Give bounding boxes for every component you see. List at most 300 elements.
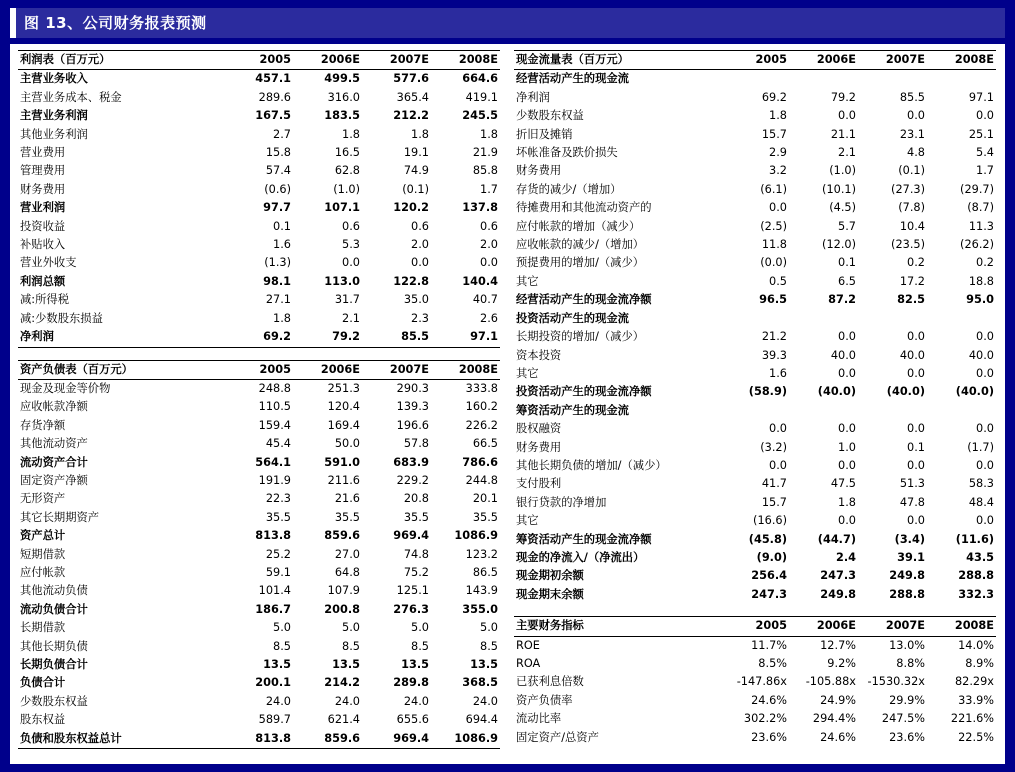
row-value: 11.8 <box>761 238 787 252</box>
row-label: 现金期末余额 <box>516 587 584 601</box>
row-value: (23.5) <box>891 238 925 252</box>
row-value: 113.0 <box>324 274 360 288</box>
row-value: 0.6 <box>411 219 429 233</box>
row-value: 15.7 <box>761 495 787 509</box>
table-row <box>514 549 996 567</box>
row-value: 0.0 <box>838 330 856 344</box>
row-value: 24.9% <box>820 693 856 707</box>
row-value: 82.5 <box>897 293 925 307</box>
row-label: 资产总计 <box>20 529 66 543</box>
table-row <box>514 89 996 107</box>
column-header-year: 2006E <box>789 617 858 636</box>
row-label: ROA <box>516 657 541 670</box>
row-value: (7.8) <box>898 201 925 215</box>
row-value: 39.1 <box>897 550 925 564</box>
table-header-row <box>514 51 996 70</box>
row-value <box>858 310 927 328</box>
row-value: 290.3 <box>396 381 429 395</box>
row-value: 101.4 <box>258 584 291 598</box>
row-value: 1.6 <box>273 238 291 252</box>
table-row <box>18 564 500 582</box>
left-column <box>18 50 500 760</box>
row-value: 289.6 <box>258 90 291 104</box>
column-header-year: 2005 <box>224 360 293 379</box>
row-label: 净利润 <box>516 90 550 104</box>
row-value: 57.4 <box>265 164 291 178</box>
row-value: -1530.32x <box>867 675 925 689</box>
row-label: 减:少数股东损益 <box>20 311 103 325</box>
table-row <box>514 365 996 383</box>
row-label: 应收帐款的减少/（增加） <box>516 238 645 252</box>
row-value: 82.29x <box>954 675 994 689</box>
table-row <box>514 512 996 530</box>
row-value: 167.5 <box>255 109 291 123</box>
row-value: 0.1 <box>907 440 925 454</box>
row-label: 主营业务成本、税金 <box>20 90 122 104</box>
row-value: 74.8 <box>403 547 429 561</box>
column-header-year: 2008E <box>431 360 500 379</box>
table-row <box>514 531 996 549</box>
row-value: 21.2 <box>761 330 787 344</box>
row-label: 筹资活动产生的现金流净额 <box>516 532 652 546</box>
row-label: 其它 <box>516 274 539 288</box>
row-value: (4.5) <box>829 201 856 215</box>
row-value: 5.0 <box>480 621 498 635</box>
row-label: 少数股东权益 <box>516 109 584 123</box>
row-value: 2.4 <box>835 550 856 564</box>
title-number: 13 <box>45 14 68 32</box>
row-value: 3.2 <box>769 164 787 178</box>
row-value: 196.6 <box>396 418 429 432</box>
row-value: 16.5 <box>334 146 360 160</box>
column-header-year: 2005 <box>720 51 789 70</box>
row-value: 2.6 <box>480 311 498 325</box>
row-label: 投资活动产生的现金流净额 <box>516 385 652 399</box>
row-value: 123.2 <box>465 547 498 561</box>
row-value: 24.0 <box>472 694 498 708</box>
row-value: 13.5 <box>332 658 360 671</box>
row-value: 0.0 <box>907 366 925 380</box>
row-label: 其他流动负债 <box>20 584 88 598</box>
row-value: (0.1) <box>898 164 925 178</box>
row-value: 47.5 <box>830 477 856 491</box>
row-value: 813.8 <box>224 730 293 749</box>
row-value: 57.8 <box>403 437 429 451</box>
row-value: 0.0 <box>976 330 994 344</box>
income-statement-table <box>18 50 500 348</box>
row-value: 23.6% <box>751 730 787 744</box>
row-value: 85.5 <box>899 90 925 104</box>
row-label: 银行贷款的净增加 <box>516 495 607 509</box>
row-label: 资产负债率 <box>516 693 573 707</box>
row-value: 75.2 <box>403 565 429 579</box>
row-value: 0.0 <box>907 422 925 436</box>
row-value: 21.9 <box>472 146 498 160</box>
row-label: 流动比率 <box>516 712 562 726</box>
row-value: 5.7 <box>838 219 856 233</box>
row-value: 786.6 <box>462 455 498 469</box>
row-label: 筹资活动产生的现金流 <box>516 403 629 417</box>
row-value: 17.2 <box>899 274 925 288</box>
table-row <box>18 70 500 89</box>
row-value: (6.1) <box>760 182 787 196</box>
row-value: 2.0 <box>480 238 498 252</box>
column-header-year: 2007E <box>858 51 927 70</box>
row-value: 107.9 <box>327 584 360 598</box>
row-value: 79.2 <box>830 90 856 104</box>
row-value: 20.1 <box>472 492 498 506</box>
row-label: 财务费用 <box>516 164 562 178</box>
row-value: 35.5 <box>472 510 498 524</box>
row-value: 62.8 <box>334 164 360 178</box>
table-row <box>18 417 500 435</box>
row-value: 1.0 <box>838 440 856 454</box>
row-value: 664.6 <box>462 72 498 86</box>
row-value: 0.6 <box>342 219 360 233</box>
row-value: 95.0 <box>966 293 994 307</box>
table-row <box>18 674 500 692</box>
table-row <box>514 181 996 199</box>
cash-flow-table <box>514 50 996 604</box>
row-value: 51.3 <box>899 477 925 491</box>
row-value: 0.2 <box>907 256 925 270</box>
table-row <box>18 711 500 729</box>
row-value: 0.1 <box>838 256 856 270</box>
row-value: 35.5 <box>334 510 360 524</box>
row-value: 251.3 <box>327 381 360 395</box>
row-value: 59.1 <box>265 565 291 579</box>
column-header-year: 2007E <box>362 360 431 379</box>
row-label: 其他长期负债 <box>20 639 88 653</box>
row-value: 249.8 <box>820 587 856 601</box>
row-value: 355.0 <box>462 602 498 616</box>
row-value: 8.5 <box>273 639 291 653</box>
row-value: (40.0) <box>817 385 856 399</box>
row-value: 0.0 <box>769 201 787 215</box>
row-value: 10.4 <box>899 219 925 233</box>
row-value: 69.2 <box>761 90 787 104</box>
row-value: 15.8 <box>265 146 291 160</box>
row-value <box>720 402 789 420</box>
row-value: 107.1 <box>324 201 360 215</box>
row-value: 33.9% <box>958 693 994 707</box>
row-value: 0.5 <box>769 274 787 288</box>
row-value: 22.5% <box>958 730 994 744</box>
row-label: 流动负债合计 <box>20 602 88 616</box>
row-value: 1.8 <box>411 127 429 141</box>
table-header-row <box>18 360 500 379</box>
tables-container <box>10 44 1005 764</box>
row-value: 0.0 <box>838 514 856 528</box>
row-value: 143.9 <box>465 584 498 598</box>
row-label: 财务费用 <box>516 440 562 454</box>
row-value <box>789 70 858 89</box>
row-label: 股权融资 <box>516 422 562 436</box>
row-value: 1.8 <box>480 127 498 141</box>
row-value: 8.5% <box>758 657 787 670</box>
table-row <box>514 457 996 475</box>
row-value: 5.3 <box>342 238 360 252</box>
row-value: 1.6 <box>769 366 787 380</box>
row-label: 主营业务利润 <box>20 109 88 123</box>
row-value: 0.0 <box>480 256 498 270</box>
row-label: 待摊费用和其他流动资产的 <box>516 201 652 215</box>
row-label: 利润总额 <box>20 274 66 288</box>
row-value: 419.1 <box>465 90 498 104</box>
row-value: 8.5 <box>342 639 360 653</box>
table-row <box>514 383 996 401</box>
row-value: 24.0 <box>265 694 291 708</box>
row-label: 存货净额 <box>20 418 66 432</box>
table-row <box>514 291 996 309</box>
row-value: 40.0 <box>968 348 994 362</box>
row-value: 200.1 <box>255 676 291 690</box>
column-header-year: 2006E <box>789 51 858 70</box>
row-value: 43.5 <box>966 550 994 564</box>
row-value: 368.5 <box>462 676 498 690</box>
table-header-row <box>514 617 996 636</box>
table-row <box>514 439 996 457</box>
row-value: 0.0 <box>342 256 360 270</box>
row-value: 214.2 <box>324 676 360 690</box>
row-value: 4.8 <box>907 146 925 160</box>
row-value: 97.1 <box>968 90 994 104</box>
row-label: 营业外收支 <box>20 256 77 270</box>
row-value: 40.0 <box>899 348 925 362</box>
table-row <box>18 291 500 309</box>
row-value: 5.4 <box>976 146 994 160</box>
row-value: 813.8 <box>255 529 291 543</box>
row-value: 18.8 <box>968 274 994 288</box>
row-value: 200.8 <box>324 602 360 616</box>
row-label: 预提费用的增加/（减少） <box>516 256 645 270</box>
row-value: 229.2 <box>396 473 429 487</box>
row-value: 859.6 <box>293 730 362 749</box>
table-row <box>18 509 500 527</box>
row-value: (12.0) <box>822 238 856 252</box>
cash-flow-body <box>514 51 996 605</box>
income-statement-body <box>18 51 500 348</box>
row-value: 8.5 <box>480 639 498 653</box>
row-value: 39.3 <box>761 348 787 362</box>
row-value: 79.2 <box>293 328 362 347</box>
row-label: 流动资产合计 <box>20 455 88 469</box>
row-label: 股东权益 <box>20 713 66 727</box>
row-value: (27.3) <box>891 182 925 196</box>
row-value: 47.8 <box>899 495 925 509</box>
row-value: 5.0 <box>411 621 429 635</box>
row-value: 13.5 <box>263 658 291 671</box>
row-value: (1.0) <box>829 164 856 178</box>
row-value: 0.2 <box>976 256 994 270</box>
table-row <box>514 347 996 365</box>
row-value: (40.0) <box>886 385 925 399</box>
row-label: 其他业务利润 <box>20 127 88 141</box>
table-row <box>514 126 996 144</box>
table-row <box>18 162 500 180</box>
row-value: 40.0 <box>830 348 856 362</box>
row-value: 21.1 <box>830 127 856 141</box>
row-value: 191.9 <box>258 473 291 487</box>
row-label: 应付帐款的增加（减少） <box>516 219 641 233</box>
row-value: 294.4% <box>812 712 856 726</box>
row-value <box>720 70 789 89</box>
row-value: 14.0% <box>958 638 994 652</box>
table-row <box>18 199 500 217</box>
row-label: 经营活动产生的现金流净额 <box>516 293 652 307</box>
row-value: (3.2) <box>760 440 787 454</box>
row-value: 20.8 <box>403 492 429 506</box>
row-value: (29.7) <box>960 182 994 196</box>
table-row <box>18 546 500 564</box>
row-value: 120.4 <box>327 400 360 414</box>
row-value: 97.7 <box>263 201 291 215</box>
table-row <box>18 144 500 162</box>
row-value: 13.0% <box>889 638 925 652</box>
row-value: 655.6 <box>396 713 429 727</box>
row-value: 248.8 <box>258 381 291 395</box>
row-value: 66.5 <box>472 437 498 451</box>
table-row <box>18 254 500 272</box>
row-label: 已获利息倍数 <box>516 675 584 689</box>
row-value: 0.0 <box>907 514 925 528</box>
row-value: 25.1 <box>968 127 994 141</box>
row-value: 564.1 <box>255 455 291 469</box>
row-value: (44.7) <box>817 532 856 546</box>
row-value: 2.1 <box>342 311 360 325</box>
page-title <box>10 8 1005 38</box>
row-label: 短期借款 <box>20 547 66 561</box>
title-suffix: 、公司财务报表预测 <box>67 14 207 32</box>
row-label: 主营业务收入 <box>20 72 88 86</box>
table-row <box>514 494 996 512</box>
table-row <box>514 254 996 272</box>
row-value: (40.0) <box>955 385 994 399</box>
row-value: 226.2 <box>465 418 498 432</box>
row-label: 长期负债合计 <box>20 658 88 671</box>
table-row <box>18 601 500 619</box>
row-value: 0.0 <box>838 458 856 472</box>
row-value: 9.2% <box>827 657 856 670</box>
balance-sheet-body <box>18 360 500 749</box>
row-value: 160.2 <box>465 400 498 414</box>
table-row <box>18 273 500 291</box>
table-row <box>514 710 996 728</box>
row-value: 589.7 <box>258 713 291 727</box>
row-value: 859.6 <box>324 529 360 543</box>
row-value: 69.2 <box>224 328 293 347</box>
row-value: (2.5) <box>760 219 787 233</box>
row-value <box>789 310 858 328</box>
row-value: 0.0 <box>907 330 925 344</box>
row-value: (3.4) <box>894 532 925 546</box>
table-row <box>18 398 500 416</box>
row-value: -147.86x <box>736 675 787 689</box>
table-row <box>18 730 500 749</box>
row-value <box>720 310 789 328</box>
column-header-year: 2008E <box>927 51 996 70</box>
row-value: 15.7 <box>761 127 787 141</box>
row-value: (1.3) <box>264 256 291 270</box>
row-value: (45.8) <box>748 532 787 546</box>
row-value: 2.7 <box>273 127 291 141</box>
row-value: 159.4 <box>258 418 291 432</box>
column-header-label: 主要财务指标 <box>514 617 720 636</box>
row-label: 现金的净流入/（净流出） <box>516 550 645 564</box>
row-value: 24.6% <box>820 730 856 744</box>
row-value: (10.1) <box>822 182 856 196</box>
row-value: 25.2 <box>265 547 291 561</box>
row-value: 249.8 <box>889 569 925 583</box>
row-value: 11.7% <box>751 638 787 652</box>
right-column <box>514 50 996 760</box>
row-value: 1.8 <box>769 109 787 123</box>
row-value: 8.8% <box>896 657 925 670</box>
row-value: 23.1 <box>899 127 925 141</box>
table-row <box>18 472 500 490</box>
row-value: 333.8 <box>465 381 498 395</box>
table-row <box>18 656 500 674</box>
row-value: (1.0) <box>333 182 360 196</box>
row-value: 98.1 <box>263 274 291 288</box>
row-label: 少数股东权益 <box>20 694 88 708</box>
row-label: 应收帐款净额 <box>20 400 88 414</box>
row-value: 35.0 <box>403 293 429 307</box>
row-value: (0.6) <box>264 182 291 196</box>
balance-sheet-table <box>18 360 500 750</box>
column-header-year: 2005 <box>720 617 789 636</box>
row-value: 183.5 <box>324 109 360 123</box>
table-row <box>18 218 500 236</box>
row-value: 0.0 <box>838 422 856 436</box>
table-row <box>18 490 500 508</box>
column-header-label: 利润表（百万元） <box>18 51 224 70</box>
table-row <box>18 379 500 398</box>
row-value: 1.8 <box>273 311 291 325</box>
row-value: 74.9 <box>403 164 429 178</box>
table-row <box>514 218 996 236</box>
row-value: 1.8 <box>838 495 856 509</box>
row-value: 211.6 <box>327 473 360 487</box>
row-value: 683.9 <box>393 455 429 469</box>
table-row <box>514 586 996 604</box>
table-row <box>18 454 500 472</box>
table-row <box>514 636 996 655</box>
row-label: 固定资产净额 <box>20 473 88 487</box>
row-value: 35.5 <box>265 510 291 524</box>
row-label: 现金及现金等价物 <box>20 381 111 395</box>
row-label: 应付帐款 <box>20 565 66 579</box>
row-label: 其他长期负债的增加/（减少） <box>516 458 667 472</box>
row-value: 139.3 <box>396 400 429 414</box>
key-ratios-body <box>514 617 996 747</box>
row-label: 财务费用 <box>20 182 66 196</box>
row-value <box>789 402 858 420</box>
table-row <box>514 310 996 328</box>
row-value: 0.0 <box>411 256 429 270</box>
table-header-row <box>18 51 500 70</box>
table-row <box>514 673 996 691</box>
row-value: 621.4 <box>327 713 360 727</box>
row-value: (8.7) <box>967 201 994 215</box>
row-value <box>858 70 927 89</box>
row-value: 2.9 <box>769 146 787 160</box>
row-value: 212.2 <box>393 109 429 123</box>
row-value: 591.0 <box>324 455 360 469</box>
row-value: 6.5 <box>838 274 856 288</box>
column-header-label: 现金流量表（百万元） <box>514 51 720 70</box>
row-value: 365.4 <box>396 90 429 104</box>
